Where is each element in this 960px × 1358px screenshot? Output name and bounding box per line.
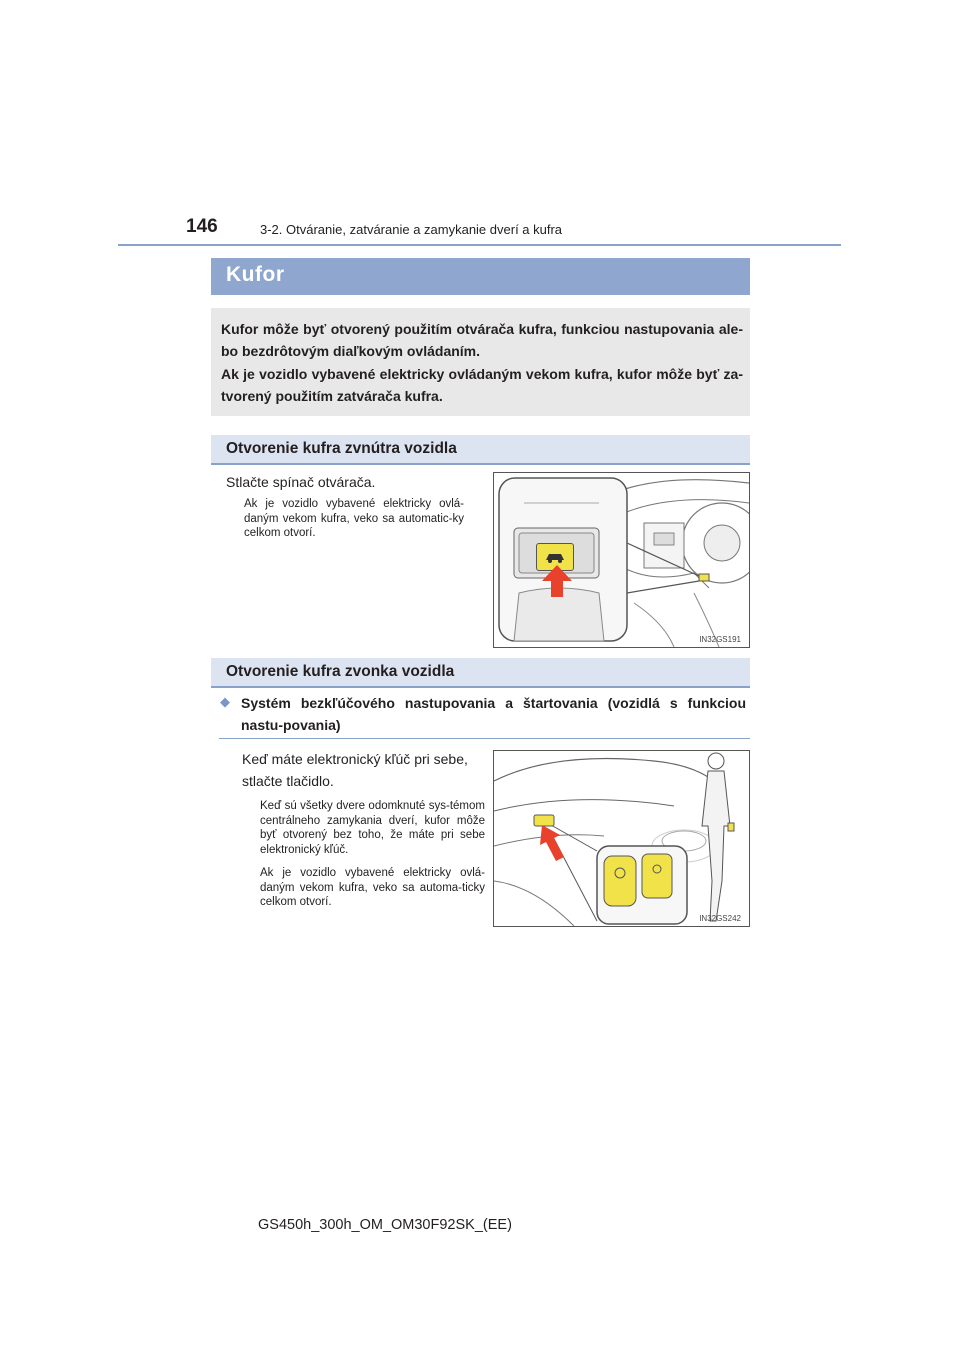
intro-paragraph-1: Kufor môže byť otvorený použitím otvárača kufra, funkciou nastupovania ale-bo bezdrôtovým diaľkovým ovládaním. — [221, 321, 743, 359]
figure-code: IN32GS242 — [699, 914, 741, 923]
intro-paragraph-2: Ak je vozidlo vybavené elektricky ovládaným vekom kufra, kufor môže byť za-tvorený použitím zatvárača kufra. — [221, 366, 743, 404]
note-outside-1: Keď sú všetky dvere odomknuté sys-témom centrálneho zamykania dverí, kufor môže byť otvorený bez toho, že máte pri sebe elektronický kľúč. — [260, 800, 485, 856]
title-bar — [211, 258, 750, 295]
instruction-inside: Stlačte spínač otvárača. — [226, 474, 376, 490]
page-title: Kufor — [226, 263, 285, 286]
footer-doc-code: GS450h_300h_OM_OM30F92SK_(EE) — [258, 1217, 512, 1233]
press-arrow-icon — [538, 823, 566, 863]
dashboard-illustration — [494, 473, 749, 647]
figure-code: IN32GS191 — [699, 635, 741, 644]
page-number: 146 — [186, 216, 218, 237]
note-outside-2: Ak je vozidlo vybavené elektricky ovlá-daným vekom kufra, veko sa automa-ticky celkom otvorí. — [260, 867, 485, 908]
press-arrow-icon — [540, 563, 574, 599]
figure-trunk-opener-outside — [493, 750, 750, 927]
subheading: Systém bezkľúčového nastupovania a štartovania (vozidlá s funkciou nastu-povania) — [241, 695, 746, 733]
instruction-outside: Keď máte elektronický kľúč pri sebe, stlačte tlačidlo. — [242, 751, 468, 789]
chapter-title: 3-2. Otváranie, zatváranie a zamykanie dverí a kufra — [260, 222, 563, 237]
figure-trunk-opener-inside — [493, 472, 750, 648]
header-divider — [118, 244, 841, 246]
subheading-divider — [219, 738, 750, 739]
car-rear-illustration — [494, 751, 749, 926]
diamond-bullet-icon: ◆ — [220, 694, 230, 709]
note-inside: Ak je vozidlo vybavené elektricky ovlá-daným vekom kufra, veko sa automatic-ky celkom otvorí. — [244, 498, 464, 539]
section-title-inside: Otvorenie kufra zvnútra vozidla — [226, 440, 457, 457]
section-title-outside: Otvorenie kufra zvonka vozidla — [226, 663, 455, 680]
